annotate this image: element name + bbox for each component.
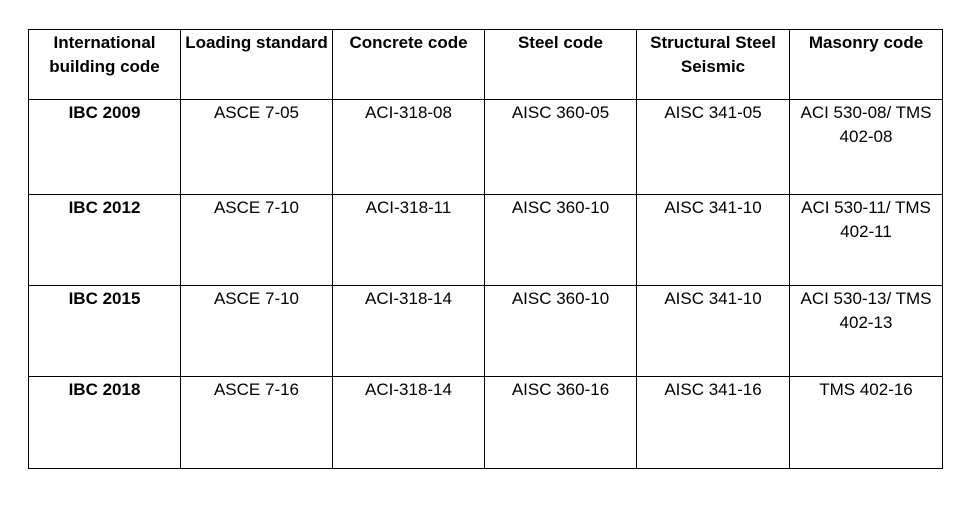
header-concrete-code: Concrete code (333, 30, 485, 100)
header-row (29, 30, 943, 100)
table-cell: ACI 530-08/ TMS 402-08 (790, 100, 943, 195)
table-row (29, 195, 943, 286)
table-cell: AISC 341-10 (637, 195, 790, 286)
table-cell: AISC 341-16 (637, 377, 790, 469)
table-row (29, 100, 943, 195)
row-label: IBC 2009 (29, 100, 181, 195)
table-cell: ASCE 7-05 (181, 100, 333, 195)
row-label: IBC 2012 (29, 195, 181, 286)
table-row (29, 377, 943, 469)
table-cell: AISC 341-10 (637, 286, 790, 377)
header-loading-standard: Loading standard (181, 30, 333, 100)
header-international-building-code: International building code (29, 30, 181, 100)
table-cell: AISC 360-10 (485, 286, 637, 377)
row-label: IBC 2015 (29, 286, 181, 377)
table-cell: AISC 341-05 (637, 100, 790, 195)
table-cell: ACI-318-14 (333, 286, 485, 377)
table-cell: AISC 360-05 (485, 100, 637, 195)
table-cell: ACI 530-13/ TMS 402-13 (790, 286, 943, 377)
table-cell: TMS 402-16 (790, 377, 943, 469)
row-label: IBC 2018 (29, 377, 181, 469)
table-cell: ACI-318-14 (333, 377, 485, 469)
table-row (29, 286, 943, 377)
table-cell: ASCE 7-10 (181, 286, 333, 377)
table-cell: ASCE 7-10 (181, 195, 333, 286)
table-cell: ACI-318-11 (333, 195, 485, 286)
table-cell: AISC 360-16 (485, 377, 637, 469)
building-codes-table (28, 29, 943, 469)
header-masonry-code: Masonry code (790, 30, 943, 100)
table-cell: AISC 360-10 (485, 195, 637, 286)
table-cell: ACI 530-11/ TMS 402-11 (790, 195, 943, 286)
table-cell: ASCE 7-16 (181, 377, 333, 469)
table-cell: ACI-318-08 (333, 100, 485, 195)
header-structural-steel-seismic: Structural Steel Seismic (637, 30, 790, 100)
header-steel-code: Steel code (485, 30, 637, 100)
